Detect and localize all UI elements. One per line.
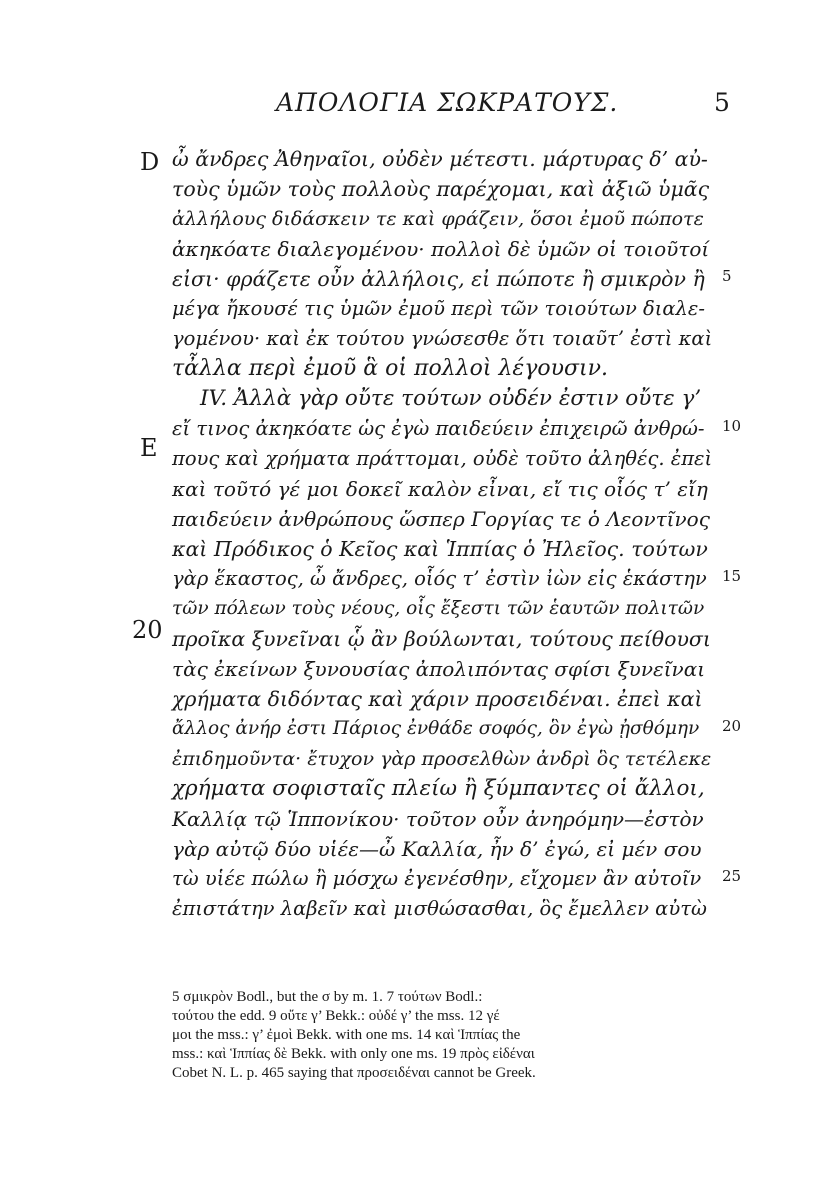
- text-line: Καλλίᾳ τῷ Ἱππονίκου· τοῦτον οὖν ἀνηρόμην—ἐστὸν: [172, 807, 704, 831]
- line-number-15: 15: [722, 567, 742, 585]
- text-line: εἰσι· φράζετε οὖν ἀλλήλοις, εἰ πώποτε ἢ σμικρὸν ἢ: [172, 267, 705, 291]
- text-line: τὼ υἱέε πώλω ἢ μόσχω ἐγενέσθην, εἴχομεν ἂν αὐτοῖν: [172, 867, 702, 890]
- text-line: ἐπιδημοῦντα· ἔτυχον γὰρ προσελθὼν ἀνδρὶ ὃς τετέλεκε: [172, 748, 712, 770]
- text-line: πους καὶ χρήματα πράττομαι, οὐδὲ τοῦτο ἀληθές. ἐπεὶ: [172, 447, 713, 470]
- text-line: τῶν πόλεων τοὺς νέους, οἷς ἔξεστι τῶν ἑαυτῶν πολιτῶν: [172, 598, 705, 619]
- text-line: γομένου· καὶ ἐκ τούτου γνώσεσθε ὅτι τοιαῦτ’ ἐστὶ καὶ: [172, 327, 713, 350]
- footnote-line: Cobet N. L. p. 465 saying that προσειδέναι cannot be Greek.: [172, 1065, 536, 1081]
- running-title: ΑΠΟΛΟΓΙΑ ΣΩΚΡΑΤΟΥΣ.: [276, 88, 619, 117]
- text-line: χρήματα σοφισταῖς πλείω ἢ ξύμπαντες οἱ ἄλλοι,: [172, 776, 705, 801]
- text-line: εἴ τινος ἀκηκόατε ὡς ἐγὼ παιδεύειν ἐπιχειρῶ ἀνθρώ-: [172, 417, 705, 440]
- text-line: χρήματα διδόντας καὶ χάριν προσειδέναι. ἐπεὶ καὶ: [172, 687, 703, 711]
- text-line: ἀλλήλους διδάσκειν τε καὶ φράζειν, ὅσοι ἐμοῦ πώποτε: [172, 208, 704, 230]
- margin-section-number-20: 20: [132, 616, 163, 644]
- text-line: γὰρ ἕκαστος, ὦ ἄνδρες, οἷός τ’ ἐστὶν ἰὼν εἰς ἑκάστην: [172, 567, 707, 590]
- line-number-10: 10: [722, 417, 742, 435]
- margin-section-letter-d: D: [140, 148, 160, 176]
- line-number-20: 20: [722, 717, 742, 735]
- text-line: μέγα ἤκουσέ τις ὑμῶν ἐμοῦ περὶ τῶν τοιούτων διαλε-: [172, 297, 705, 320]
- text-line: τἆλλα περὶ ἐμοῦ ἃ οἱ πολλοὶ λέγουσιν.: [172, 356, 608, 381]
- text-line: γὰρ αὐτῷ δύο υἱέε—ὦ Καλλία, ἦν δ’ ἐγώ, εἰ μέν σου: [172, 837, 702, 861]
- line-number-5: 5: [722, 267, 732, 285]
- footnotes: [172, 988, 692, 1083]
- text-line: ἀκηκόατε διαλεγομένου· πολλοὶ δὲ ὑμῶν οἱ τοιοῦτοί: [172, 237, 710, 261]
- text-line: ὦ ἄνδρες Ἀθηναῖοι, οὐδὲν μέτεστι. μάρτυρας δ’ αὐ-: [172, 147, 708, 171]
- text-line: προῖκα ξυνεῖναι ᾧ ἂν βούλωνται, τούτους πείθουσι: [172, 627, 711, 651]
- text-line: παιδεύειν ἀνθρώπους ὥσπερ Γοργίας τε ὁ Λεοντῖνος: [172, 507, 710, 531]
- footnote-line: μοι the mss.: γ’ ἐμοὶ Bekk. with one ms. 14 καὶ Ἱππίας the: [172, 1027, 521, 1043]
- text-line: καὶ Πρόδικος ὁ Κεῖος καὶ Ἱππίας ὁ Ἠλεῖος. τούτων: [172, 537, 708, 561]
- text-line: IV. Ἀλλὰ γὰρ οὔτε τούτων οὐδέν ἐστιν οὔτε γ’: [200, 386, 702, 411]
- footnote-line: mss.: καὶ Ἱππίας δὲ Bekk. with only one ms. 19 πρὸς εἰδέναι: [172, 1046, 535, 1062]
- text-line: ἄλλος ἀνήρ ἐστι Πάριος ἐνθάδε σοφός, ὃν ἐγὼ ᾐσθόμην: [172, 718, 700, 739]
- text-line: καὶ τοῦτό γέ μοι δοκεῖ καλὸν εἶναι, εἴ τις οἷός τ’ εἴη: [172, 477, 708, 501]
- page-number: 5: [714, 88, 730, 117]
- line-number-25: 25: [722, 867, 742, 885]
- margin-section-letter-e: E: [140, 434, 158, 462]
- text-line: ἐπιστάτην λαβεῖν καὶ μισθώσασθαι, ὃς ἔμελλεν αὐτὼ: [172, 897, 707, 920]
- text-line: τὰς ἐκείνων ξυνουσίας ἀπολιπόντας σφίσι ξυνεῖναι: [172, 657, 706, 681]
- footnote-line: τούτου the edd. 9 οὔτε γ’ Bekk.: οὐδέ γ’ the mss. 12 γέ: [172, 1008, 500, 1024]
- text-line: τοὺς ὑμῶν τοὺς πολλοὺς παρέχομαι, καὶ ἀξιῶ ὑμᾶς: [172, 177, 710, 201]
- footnote-line: 5 σμικρὸν Bodl., but the σ by m. 1. 7 τούτων Bodl.:: [172, 989, 483, 1005]
